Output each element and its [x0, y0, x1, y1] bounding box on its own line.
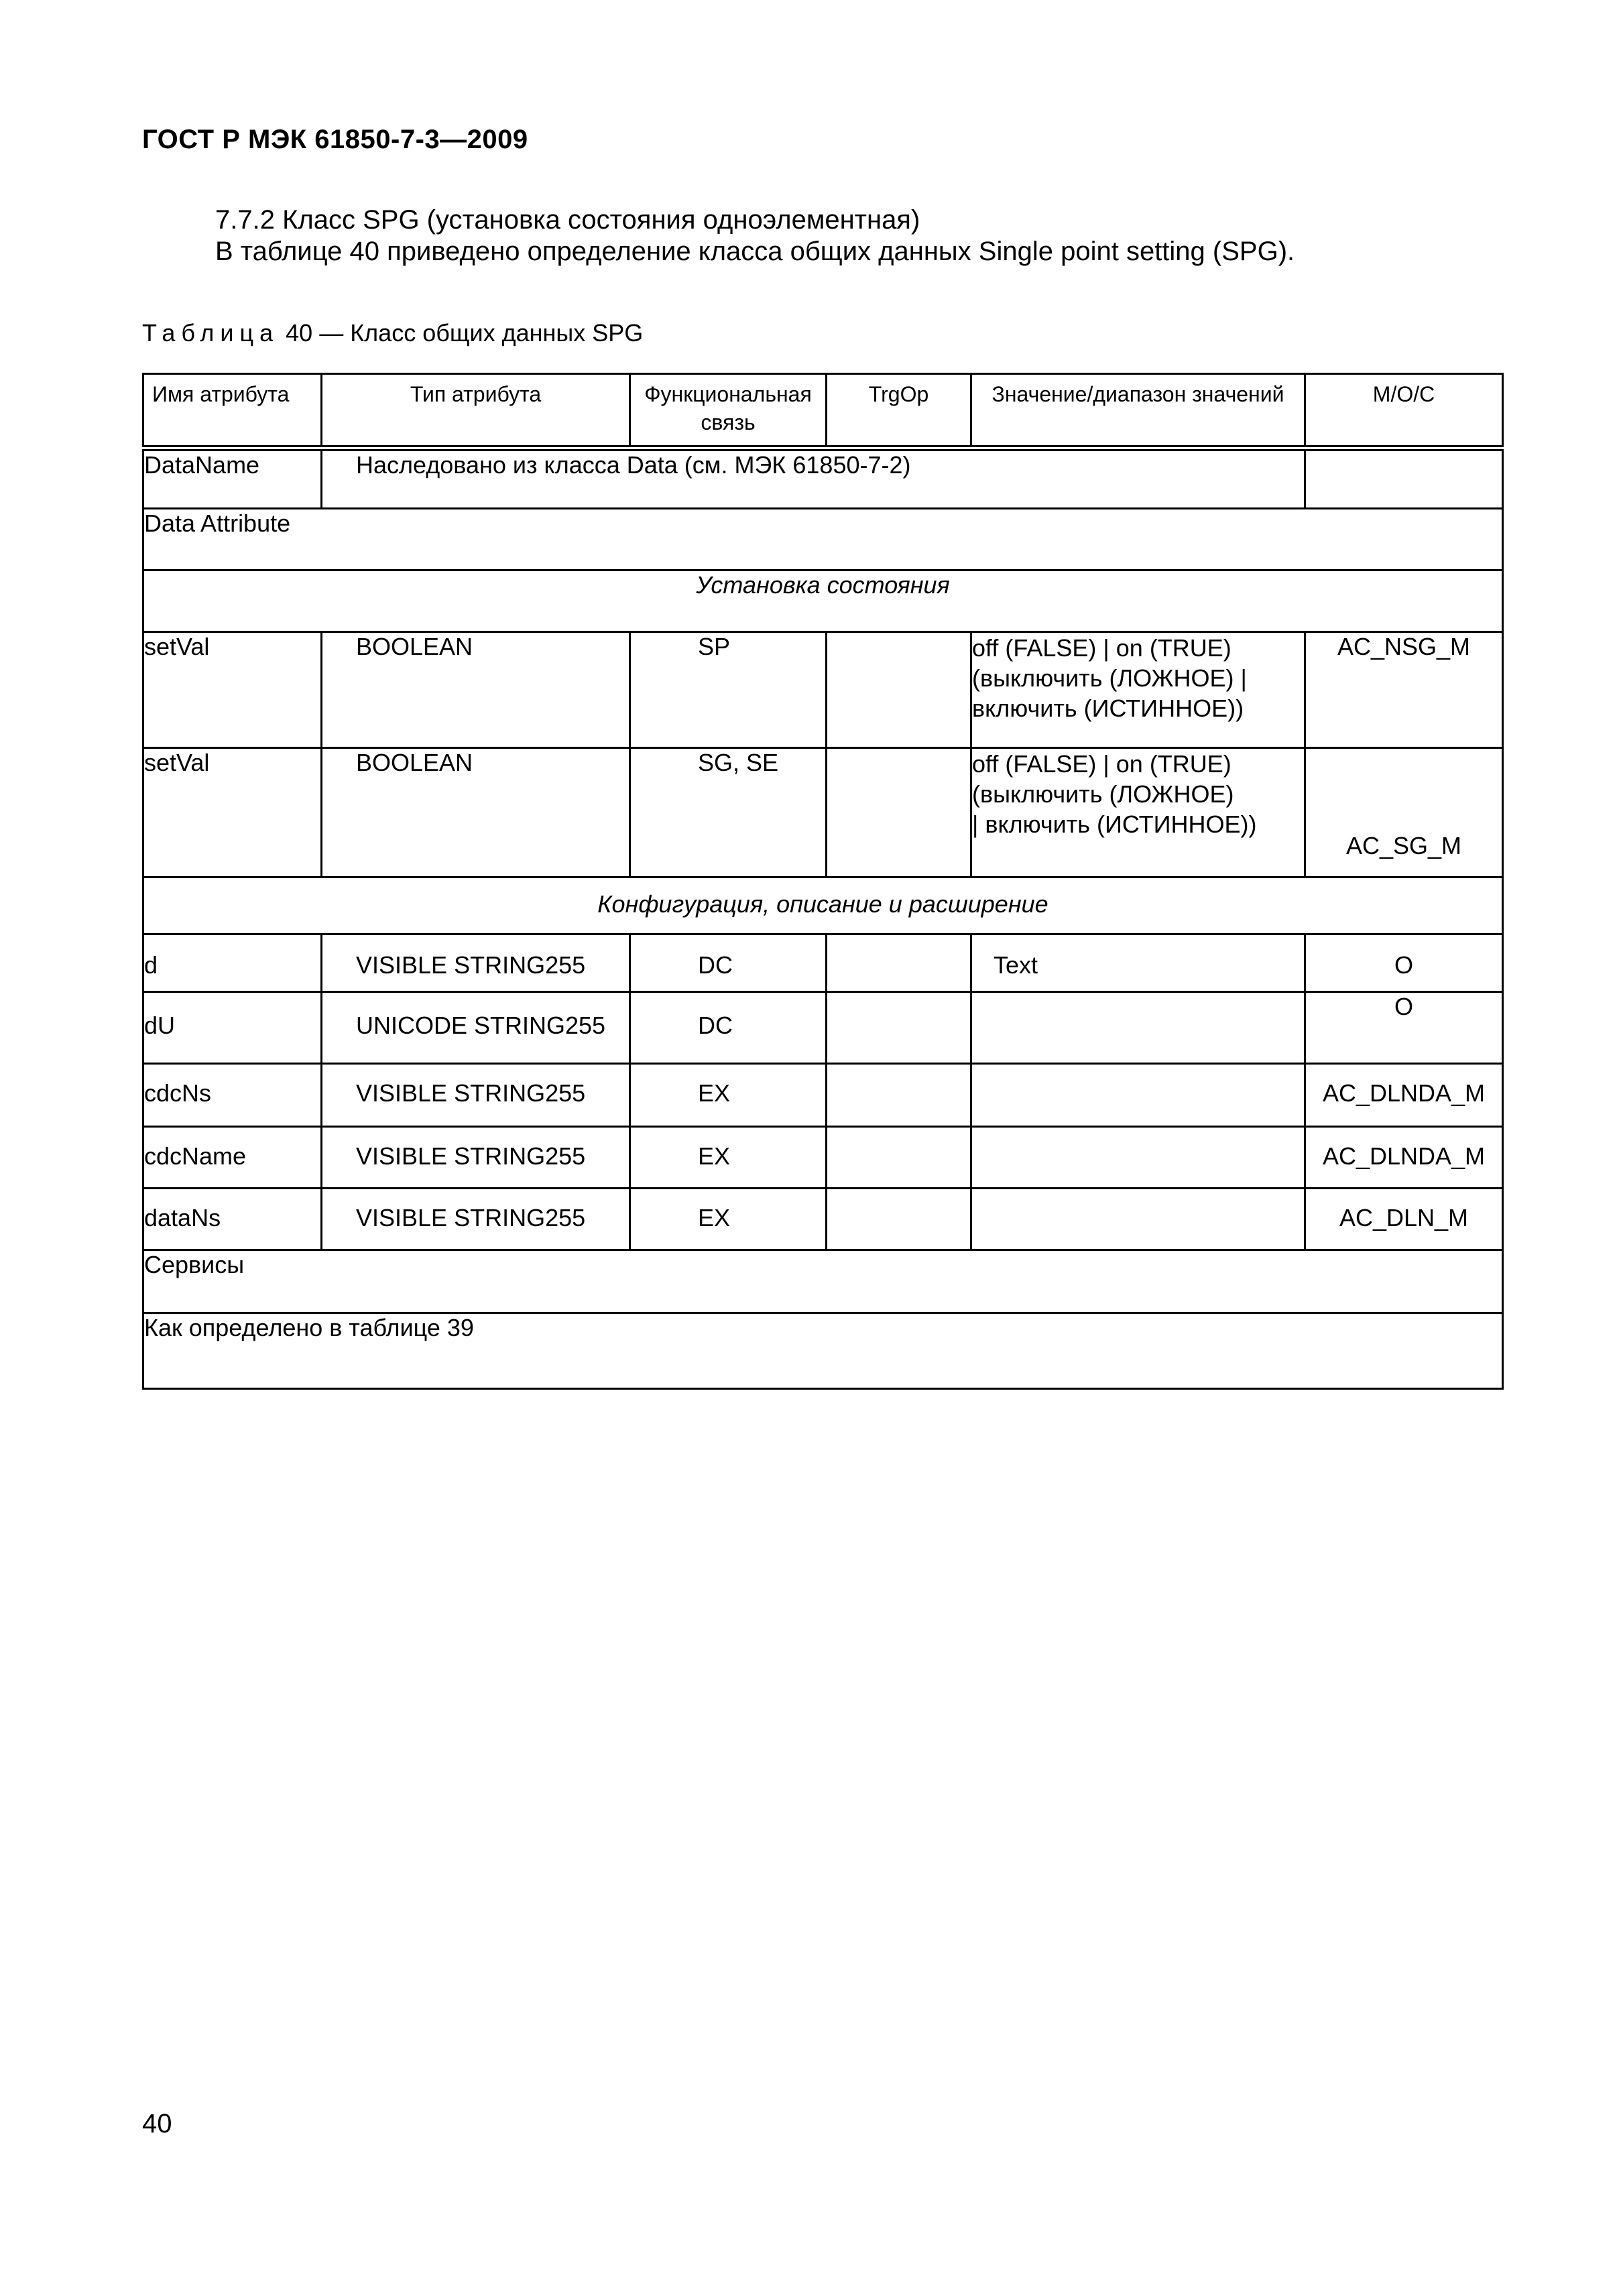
services-text: Как определено в таблице 39	[143, 1313, 1503, 1389]
group-row-state-setting	[143, 570, 1503, 632]
cell-value	[971, 632, 1305, 748]
table-row	[143, 1189, 1503, 1250]
cell-fc: EX	[630, 1064, 827, 1127]
header-attribute-name: Имя атрибута	[143, 374, 322, 448]
table-row	[143, 992, 1503, 1064]
table-caption-label: Таблица	[142, 319, 280, 347]
cell-type: VISIBLE STRING255	[322, 934, 630, 992]
cell-value	[971, 1064, 1305, 1127]
group-row-configuration	[143, 878, 1503, 934]
cell-moc	[1305, 448, 1503, 509]
cell-name: cdcName	[143, 1127, 322, 1189]
value-line: off (FALSE) | on (TRUE)	[972, 634, 1231, 662]
cell-trgop	[827, 1064, 971, 1127]
group-label-configuration: Конфигурация, описание и расширение	[143, 878, 1503, 934]
table-row	[143, 1127, 1503, 1189]
cell-type: VISIBLE STRING255	[322, 1127, 630, 1189]
table-row	[143, 632, 1503, 748]
table-row	[143, 1064, 1503, 1127]
header-value-range: Значение/диапазон значений	[971, 374, 1305, 448]
data-attribute-label: Data Attribute	[143, 509, 1503, 570]
header-attribute-type: Тип атрибута	[322, 374, 630, 448]
cell-moc: AC_DLNDA_M	[1305, 1127, 1503, 1189]
cell-trgop	[827, 1189, 971, 1250]
cell-name: dataNs	[143, 1189, 322, 1250]
cell-value	[971, 1127, 1305, 1189]
header-functional-constraint: Функциональная связь	[630, 374, 827, 448]
cell-moc: AC_SG_M	[1305, 748, 1503, 878]
spg-class-table	[142, 373, 1504, 1390]
cell-value	[971, 992, 1305, 1064]
section-title: 7.7.2 Класс SPG (установка состояния одноэлементная)	[215, 205, 920, 235]
header-moc: М/О/С	[1305, 374, 1503, 448]
cell-type: UNICODE STRING255	[322, 992, 630, 1064]
cell-moc: AC_DLNDA_M	[1305, 1064, 1503, 1127]
cell-fc: SG, SE	[630, 748, 827, 878]
cell-fc: DC	[630, 992, 827, 1064]
cell-fc: SP	[630, 632, 827, 748]
cell-value	[971, 748, 1305, 878]
cell-name: setVal	[143, 748, 322, 878]
table-row	[143, 748, 1503, 878]
value-line: | включить (ИСТИННОЕ))	[972, 810, 1257, 838]
table-row-services	[143, 1250, 1503, 1313]
cell-moc: AC_DLN_M	[1305, 1189, 1503, 1250]
section-paragraph: В таблице 40 приведено определение класса общих данных Single point setting (SPG).	[215, 237, 1295, 266]
table-caption	[142, 319, 643, 347]
cell-name: setVal	[143, 632, 322, 748]
document-code-header: ГОСТ Р МЭК 61850-7-3—2009	[142, 125, 528, 154]
value-line: (выключить (ЛОЖНОЕ)	[972, 780, 1234, 808]
cell-moc: O	[1305, 992, 1503, 1064]
cell-name: cdcNs	[143, 1064, 322, 1127]
table-row-data-attribute	[143, 509, 1503, 570]
table-header-row	[143, 374, 1503, 448]
cell-fc: EX	[630, 1189, 827, 1250]
cell-inherit-note: Наследовано из класса Data (см. МЭК 61850-7-2)	[322, 448, 1305, 509]
table-row-dataname	[143, 448, 1503, 509]
cell-trgop	[827, 934, 971, 992]
table-row-services-note	[143, 1313, 1503, 1389]
table-row	[143, 934, 1503, 992]
cell-type: BOOLEAN	[322, 632, 630, 748]
cell-type: VISIBLE STRING255	[322, 1064, 630, 1127]
cell-name: DataName	[143, 448, 322, 509]
group-label-state-setting: Установка состояния	[143, 570, 1503, 632]
cell-trgop	[827, 748, 971, 878]
cell-moc: AC_NSG_M	[1305, 632, 1503, 748]
value-line: off (FALSE) | on (TRUE)	[972, 750, 1231, 778]
value-line: включить (ИСТИННОЕ))	[972, 694, 1244, 722]
cell-fc: DC	[630, 934, 827, 992]
header-trgop: TrgOp	[827, 374, 971, 448]
cell-trgop	[827, 632, 971, 748]
table-caption-text: 40 — Класс общих данных SPG	[279, 319, 644, 347]
value-line: (выключить (ЛОЖНОЕ) |	[972, 664, 1247, 692]
cell-fc: EX	[630, 1127, 827, 1189]
cell-name: d	[143, 934, 322, 992]
cell-name: dU	[143, 992, 322, 1064]
services-label: Сервисы	[143, 1250, 1503, 1313]
cell-value: Text	[971, 934, 1305, 992]
cell-trgop	[827, 992, 971, 1064]
cell-value	[971, 1189, 1305, 1250]
cell-type: BOOLEAN	[322, 748, 630, 878]
page-number: 40	[142, 2109, 172, 2138]
cell-trgop	[827, 1127, 971, 1189]
cell-moc: O	[1305, 934, 1503, 992]
cell-type: VISIBLE STRING255	[322, 1189, 630, 1250]
